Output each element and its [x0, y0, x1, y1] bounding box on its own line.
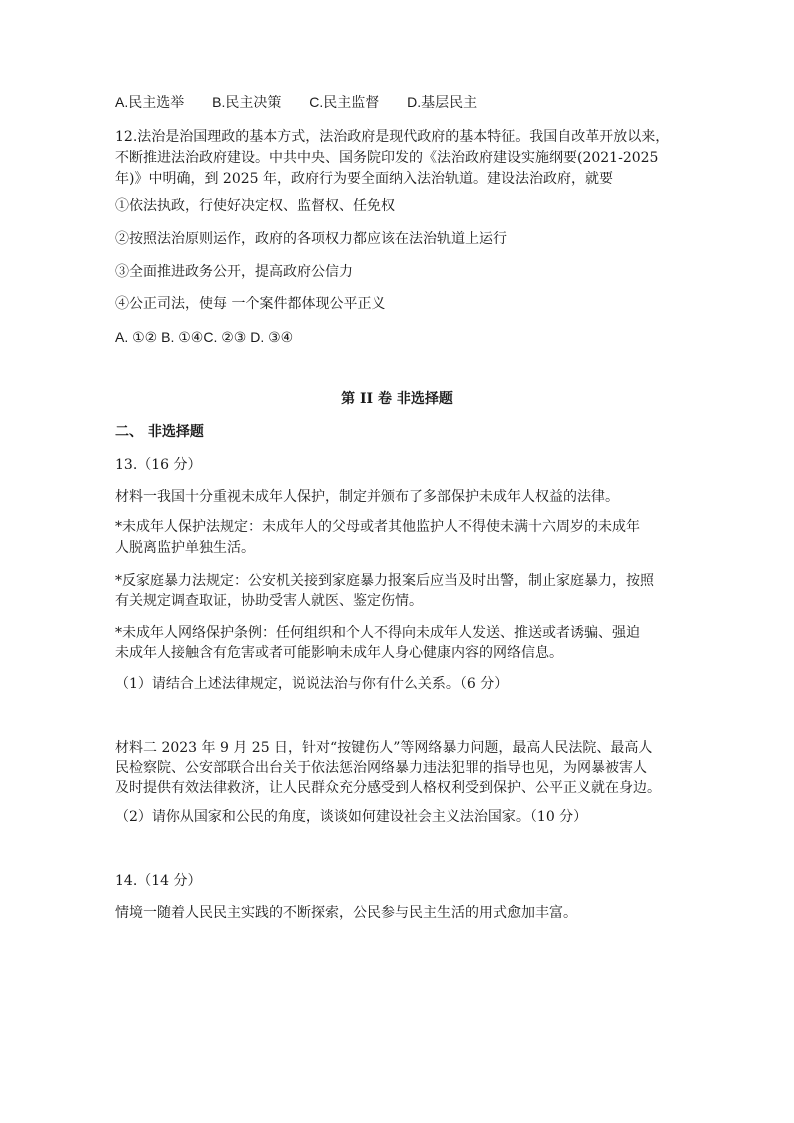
q13-material2-line1: 材料二 2023 年 9 月 25 日，针对“按键伤人”等网络暴力问题，最高人民法院、最高人: [115, 740, 653, 756]
q12-options: A. ①② B. ①④C. ②③ D. ③④: [115, 329, 294, 345]
q12-stem-line1: 12.法治是治国理政的基本方式，法治政府是现代政府的基本特征。我国自改革开放以来，: [115, 129, 670, 145]
q13-sub2: （2）请你从国家和公民的角度，谈谈如何建设社会主义法治国家。（10 分）: [115, 809, 588, 825]
q14-scenario1: 情境一随着人民民主实践的不断探索，公民参与民主生活的用式愈加丰富。: [115, 905, 577, 921]
q13-law1-line2: 人脱离监护单独生活。: [115, 540, 255, 556]
q12-item2: ②按照法治原则运作，政府的各项权力都应该在法治轨道上运行: [115, 231, 507, 247]
q12-stem-line2: 不断推进法治政府建设。中共中央、国务院印发的《法治政府建设实施纲要(2021-2025: [115, 150, 659, 166]
q11-options: [115, 92, 501, 112]
q12-stem-line3: 年)》中明确，到 2025 年，政府行为要全面纳入法治轨道。建设法治政府，就要: [115, 171, 613, 187]
q13-law3-line1: *未成年人网络保护条例：任何组织和个人不得向未成年人发送、推送或者诱骗、强迫: [115, 625, 640, 641]
q13-material1: 材料一我国十分重视未成年人保护，制定并颁布了多部保护未成年人权益的法律。: [115, 489, 619, 505]
q13-law2-line1: *反家庭暴力法规定：公安机关接到家庭暴力报案后应当及时出警，制止家庭暴力，按照: [115, 573, 654, 589]
q13-material2-line3: 及时提供有效法律救济，让人民群众充分感受到人格权利受到保护、公平正义就在身边。: [115, 780, 661, 796]
q12-item4: ④公正司法，使每 一个案件都体现公平正义: [115, 296, 386, 312]
q12-item1: ①依法执政，行使好决定权、监督权、任免权: [115, 198, 395, 214]
q11-option-d: D.基层民主: [407, 94, 478, 110]
section-heading: 二、 非选择题: [115, 424, 204, 440]
q11-option-b: B.民主决策: [212, 94, 282, 110]
q13-header: 13.（16 分）: [115, 457, 202, 473]
q13-law1-line1: *未成年人保护法规定：未成年人的父母或者其他监护人不得使未满十六周岁的未成年: [115, 519, 640, 535]
q14-header: 14.（14 分）: [115, 873, 202, 889]
q13-material2-line2: 民检察院、公安部联合出台关于依法惩治网络暴力违法犯罪的指导也见，为网暴被害人: [115, 760, 647, 776]
q13-sub1: （1）请结合上述法律规定，说说法治与你有什么关系。（6 分）: [115, 676, 509, 692]
q11-option-c: C.民主监督: [309, 94, 380, 110]
q12-item3: ③全面推进政务公开，提高政府公信力: [115, 264, 353, 280]
q13-law2-line2: 有关规定调查取证，协助受害人就医、鉴定伤情。: [115, 593, 423, 609]
q13-law3-line2: 未成年人接触含有危害或者可能影响未成年人身心健康内容的网络信息。: [115, 645, 563, 661]
q11-option-a: A.民主选举: [115, 94, 185, 110]
section-title: 第 II 卷 非选择题: [341, 391, 453, 407]
